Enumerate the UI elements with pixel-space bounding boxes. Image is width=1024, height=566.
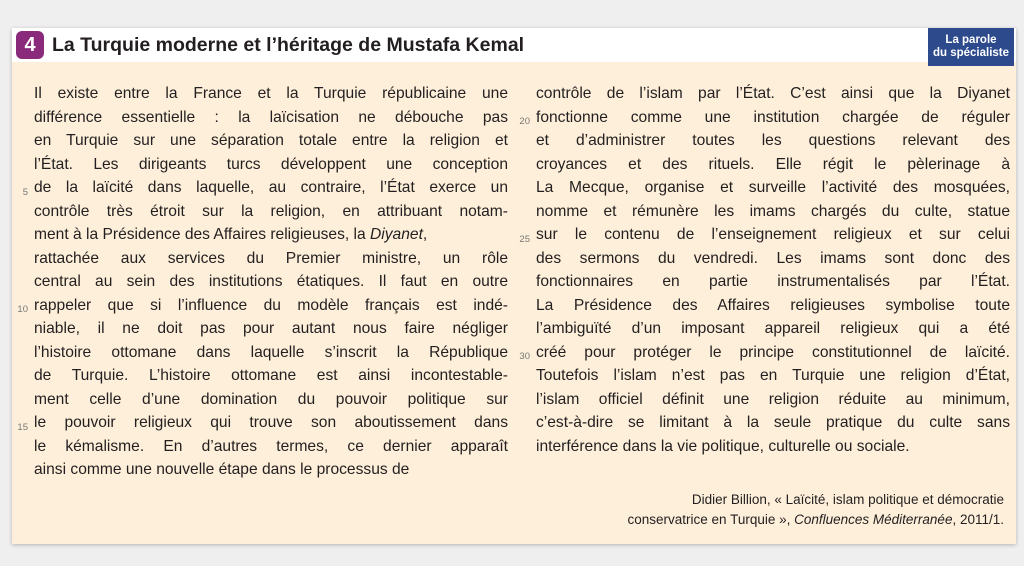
specialist-badge-line2: du spécialiste [932,47,1010,59]
text-line: et d’administrer toutes les questions relevant des [536,132,1010,149]
text-line: fonctionnaires en partie instrumentalisés par l’État. [536,273,1010,290]
text-line: croyances et des rituels. Elle régit le pèlerinage à [536,155,1010,173]
line-number-5: 5 [22,187,28,198]
text-line: rappeler que si l’influence du modèle français est indé- [34,296,508,314]
citation-line2-suffix: , 2011/1. [952,512,1004,527]
text-line: des sermons du vendredi. Les imams sont donc des [536,249,1010,267]
text-line: interférence dans la vie politique, culturelle ou sociale. [536,437,910,455]
text-line: Il existe entre la France et la Turquie républicaine une [34,85,508,102]
text-line: différence essentielle : la laïcisation ne débouche pas [34,108,508,126]
text-column-left [34,82,508,482]
citation-line2-prefix: conservatrice en Turquie », [627,512,795,527]
section-number-badge: 4 [16,31,44,59]
citation-line2 [628,510,1004,530]
text-line: de la laïcité dans laquelle, au contraire, l’État exerce un [34,179,508,196]
italic-term: Diyanet [370,226,423,243]
text-line: rattachée aux services du Premier ministre, un rôle [34,249,508,267]
text-line: nomme et rémunère les imams chargés du culte, statue [536,202,1010,220]
line-number-30: 30 [519,351,530,362]
citation-journal: Confluences Méditerranée [794,512,953,527]
text-line: central au sein des institutions étatiques. Il faut en outre [34,273,508,290]
document-card [12,28,1016,544]
text-line: créé pour protéger le principe constitutionnel de laïcité. [536,343,1010,361]
line-number-25: 25 [519,234,530,245]
text-line: le pouvoir religieux qui trouve son aboutissement dans [34,414,508,431]
line-number-15: 15 [17,422,28,433]
text-line-part: , [422,226,428,243]
text-line: contrôle de l’islam par l’État. C’est ainsi que la Diyanet [536,85,1010,102]
document-title: La Turquie moderne et l’héritage de Mustafa Kemal [52,34,525,56]
text-line: sur le contenu de l’enseignement religieux et sur celui [536,226,1010,243]
citation-line1: Didier Billion, « Laïcité, islam politique et démocratie [691,492,1004,507]
text-line [34,223,508,247]
citation [628,490,1004,530]
header-bar [12,28,1016,62]
text-line: fonctionne comme une institution chargée de réguler [536,108,1010,126]
text-line: ment celle d’une domination du pouvoir politique sur [34,390,508,408]
text-line: contrôle très étroit sur la religion, en attribuant notam- [34,202,508,220]
text-line: La Présidence des Affaires religieuses symbolise toute [536,296,1010,314]
text-line-part: ment à la Présidence des Affaires religieuses, la [34,226,371,243]
text-line: c’est-à-dire se limitant à la seule pratique du culte sans [536,414,1010,431]
text-line: l’islam officiel définit une religion réduite au minimum, [536,390,1010,408]
text-line: en Turquie sur une séparation totale entre la religion et [34,132,508,149]
text-line: le kémalisme. En d’autres termes, ce dernier apparaît [34,437,508,455]
text-line: ainsi comme une nouvelle étape dans le processus de [34,461,410,478]
text-line: niable, il ne doit pas pour autant nous faire négliger [34,320,508,337]
specialist-badge-line1: La parole [945,34,997,46]
line-number-10: 10 [17,304,28,315]
line-number-20: 20 [519,116,530,127]
text-line: Toutefois l’islam n’est pas en Turquie une religion d’État, [536,367,1010,384]
text-line: l’histoire ottomane dans laquelle s’inscrit la République [34,343,508,361]
text-line: l’ambiguïté d’un imposant appareil religieux qui a été [536,320,1010,337]
text-line: La Mecque, organise et surveille l’activité des mosquées, [536,179,1010,196]
specialist-badge [928,28,1014,66]
text-column-right [536,82,1010,458]
text-line: l’État. Les dirigeants turcs développent une conception [34,155,508,173]
text-line: de Turquie. L’histoire ottomane est ainsi incontestable- [34,367,508,384]
